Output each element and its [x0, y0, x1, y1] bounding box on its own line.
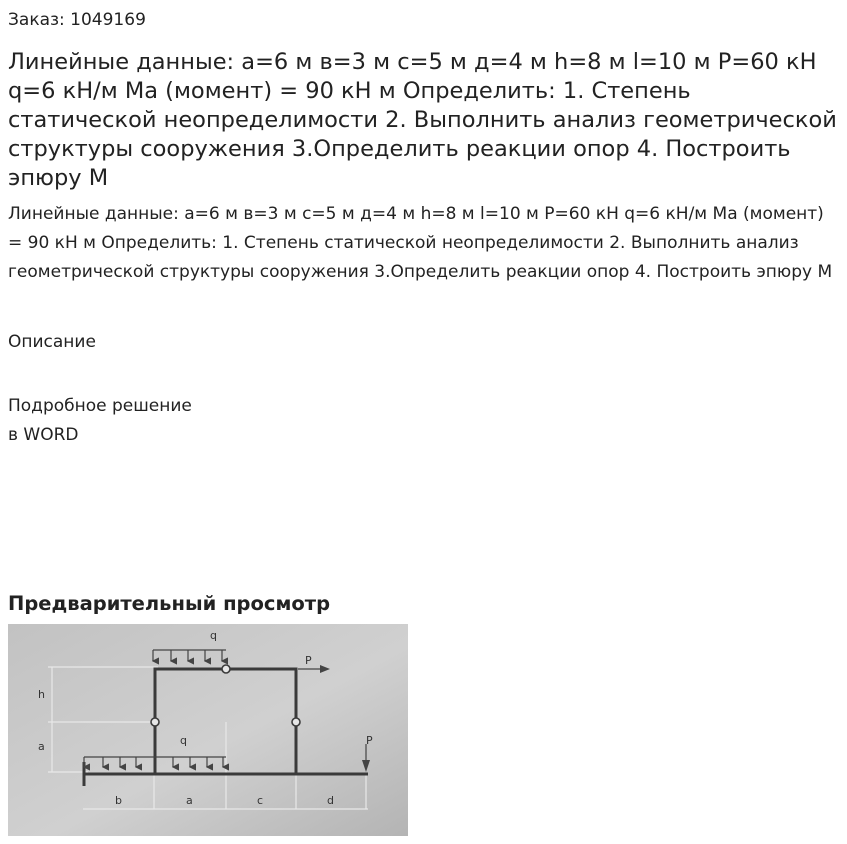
label-q-top: q: [210, 629, 217, 642]
label-p-right: P: [366, 734, 373, 747]
label-p-top: P: [305, 654, 312, 667]
structure-diagram: [8, 624, 408, 836]
hinge-top: [222, 665, 230, 673]
preview-image[interactable]: [8, 624, 408, 836]
description-label: Описание: [8, 332, 96, 352]
solution-info: [8, 392, 192, 450]
task-text: Линейные данные: а=6 м в=3 м с=5 м д=4 м h=8 м l=10 м Р=60 кН q=6 кН/м Ма (момент) = 90 кН м Определить: 1. Степень статической неопределимости 2. Выполнить анализ геометрической структуры сооружения 3.Определить реакции опор 4. Построить эпюру М: [8, 204, 833, 282]
preview-background: [8, 624, 408, 836]
label-a-left: a: [38, 740, 45, 753]
order-number: Заказ: 1049169: [8, 10, 146, 30]
solution-line-2: в WORD: [8, 425, 79, 445]
label-q-bottom: q: [180, 734, 187, 747]
label-h: h: [38, 688, 45, 701]
hinge-right: [292, 718, 300, 726]
solution-line-1: Подробное решение: [8, 396, 192, 416]
label-c-dim: c: [257, 794, 264, 807]
label-a-dim: a: [186, 794, 193, 807]
label-b-dim: b: [115, 794, 122, 807]
preview-heading: Предварительный просмотр: [8, 592, 331, 615]
page-title: Линейные данные: а=6 м в=3 м с=5 м д=4 м h=8 м l=10 м Р=60 кН q=6 кН/м Ма (момент) = 90 кН м Определить: 1. Степень статической неопределимости 2. Выполнить анализ геометрической структуры сооружения 3.Определить реакции опор 4. Построить эпюру М: [8, 49, 837, 191]
hinge-left: [151, 718, 159, 726]
label-d-dim: d: [327, 794, 334, 807]
